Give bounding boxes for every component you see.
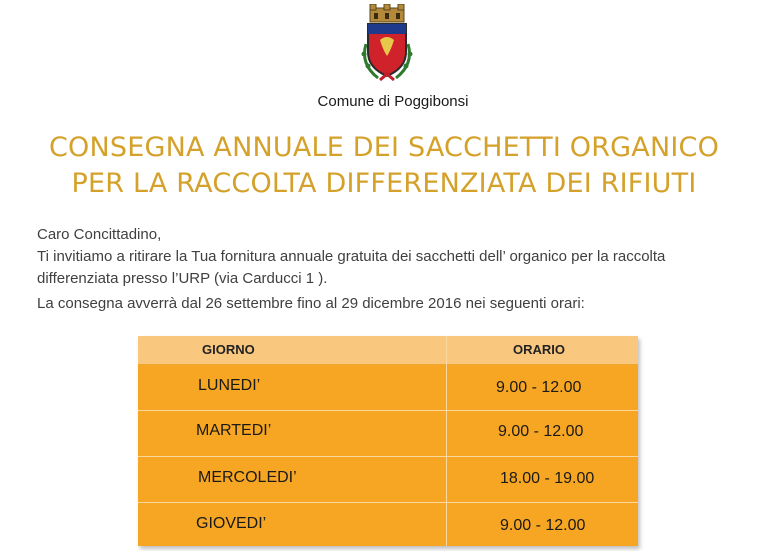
- schedule-row: [138, 411, 638, 457]
- schedule-header-row: [138, 336, 638, 365]
- day-cell: LUNEDI’: [198, 377, 261, 394]
- header-day: GIORNO: [202, 342, 255, 357]
- time-cell: 9.00 - 12.00: [500, 517, 586, 534]
- coat-of-arms-icon: [356, 4, 418, 88]
- invite-paragraph: [37, 246, 757, 289]
- day-cell: MARTEDI’: [196, 422, 272, 439]
- schedule-table: [138, 336, 638, 546]
- day-cell: MERCOLEDI’: [198, 469, 297, 486]
- column-divider: [446, 336, 447, 546]
- invite-line-2: differenziata presso l’URP (via Carducci 1 ).: [37, 269, 328, 287]
- day-cell: GIOVEDI’: [196, 515, 267, 532]
- greeting-text: Caro Concittadino,: [37, 226, 162, 243]
- header-time: ORARIO: [513, 342, 565, 357]
- time-cell: 9.00 - 12.00: [498, 423, 584, 440]
- schedule-row: [138, 457, 638, 503]
- delivery-text: La consegna avverrà dal 26 settembre fino al 29 dicembre 2016 nei seguenti orari:: [37, 295, 585, 312]
- title-line-1: CONSEGNA ANNUALE DEI SACCHETTI ORGANICO: [48, 132, 720, 163]
- schedule-row: [138, 365, 638, 411]
- invite-line-1: Ti invitiamo a ritirare la Tua fornitura annuale gratuita dei sacchetti dell’ organico per la raccolta: [37, 248, 666, 265]
- title-line-2: PER LA RACCOLTA DIFFERENZIATA DEI RIFIUTI: [71, 168, 697, 199]
- municipality-name: Comune di Poggibonsi: [317, 93, 469, 110]
- time-cell: 9.00 - 12.00: [496, 379, 582, 396]
- time-cell: 18.00 - 19.00: [500, 470, 595, 487]
- schedule-row: [138, 503, 638, 546]
